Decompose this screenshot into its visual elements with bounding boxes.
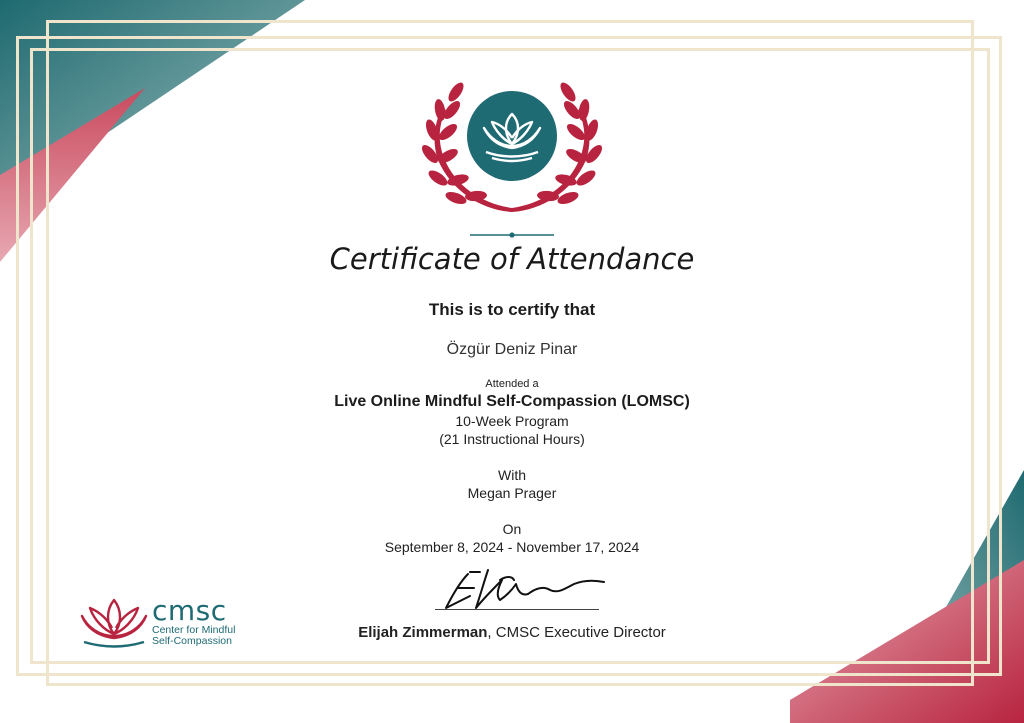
signature-icon [440, 566, 610, 614]
logo-abbr: cmsc [152, 594, 227, 627]
ornament-divider [470, 231, 554, 239]
certify-line: This is to certify that [428, 300, 596, 319]
on-label: On [502, 521, 522, 537]
signature-line [435, 609, 599, 610]
logo-line-1: Center for Mindful [152, 624, 236, 636]
recipient-name: Özgür Deniz Pinar [446, 341, 578, 358]
logo-line-2: Self-Compassion [152, 635, 232, 647]
logo-text [152, 594, 236, 647]
signer-name: Elijah Zimmerman [358, 624, 488, 641]
instructor-name: Megan Prager [467, 485, 557, 501]
program-name: Live Online Mindful Self-Compassion (LOMSC) [334, 393, 690, 410]
program-hours: (21 Instructional Hours) [439, 431, 585, 447]
with-label: With [498, 467, 526, 483]
laurel-wreath-icon [412, 80, 612, 240]
program-dates: September 8, 2024 - November 17, 2024 [384, 539, 640, 555]
program-length: 10-Week Program [455, 413, 569, 429]
signer-title: , CMSC Executive Director [487, 624, 666, 641]
certificate-title: Certificate of Attendance [329, 242, 695, 276]
attended-label: Attended a [485, 378, 539, 390]
